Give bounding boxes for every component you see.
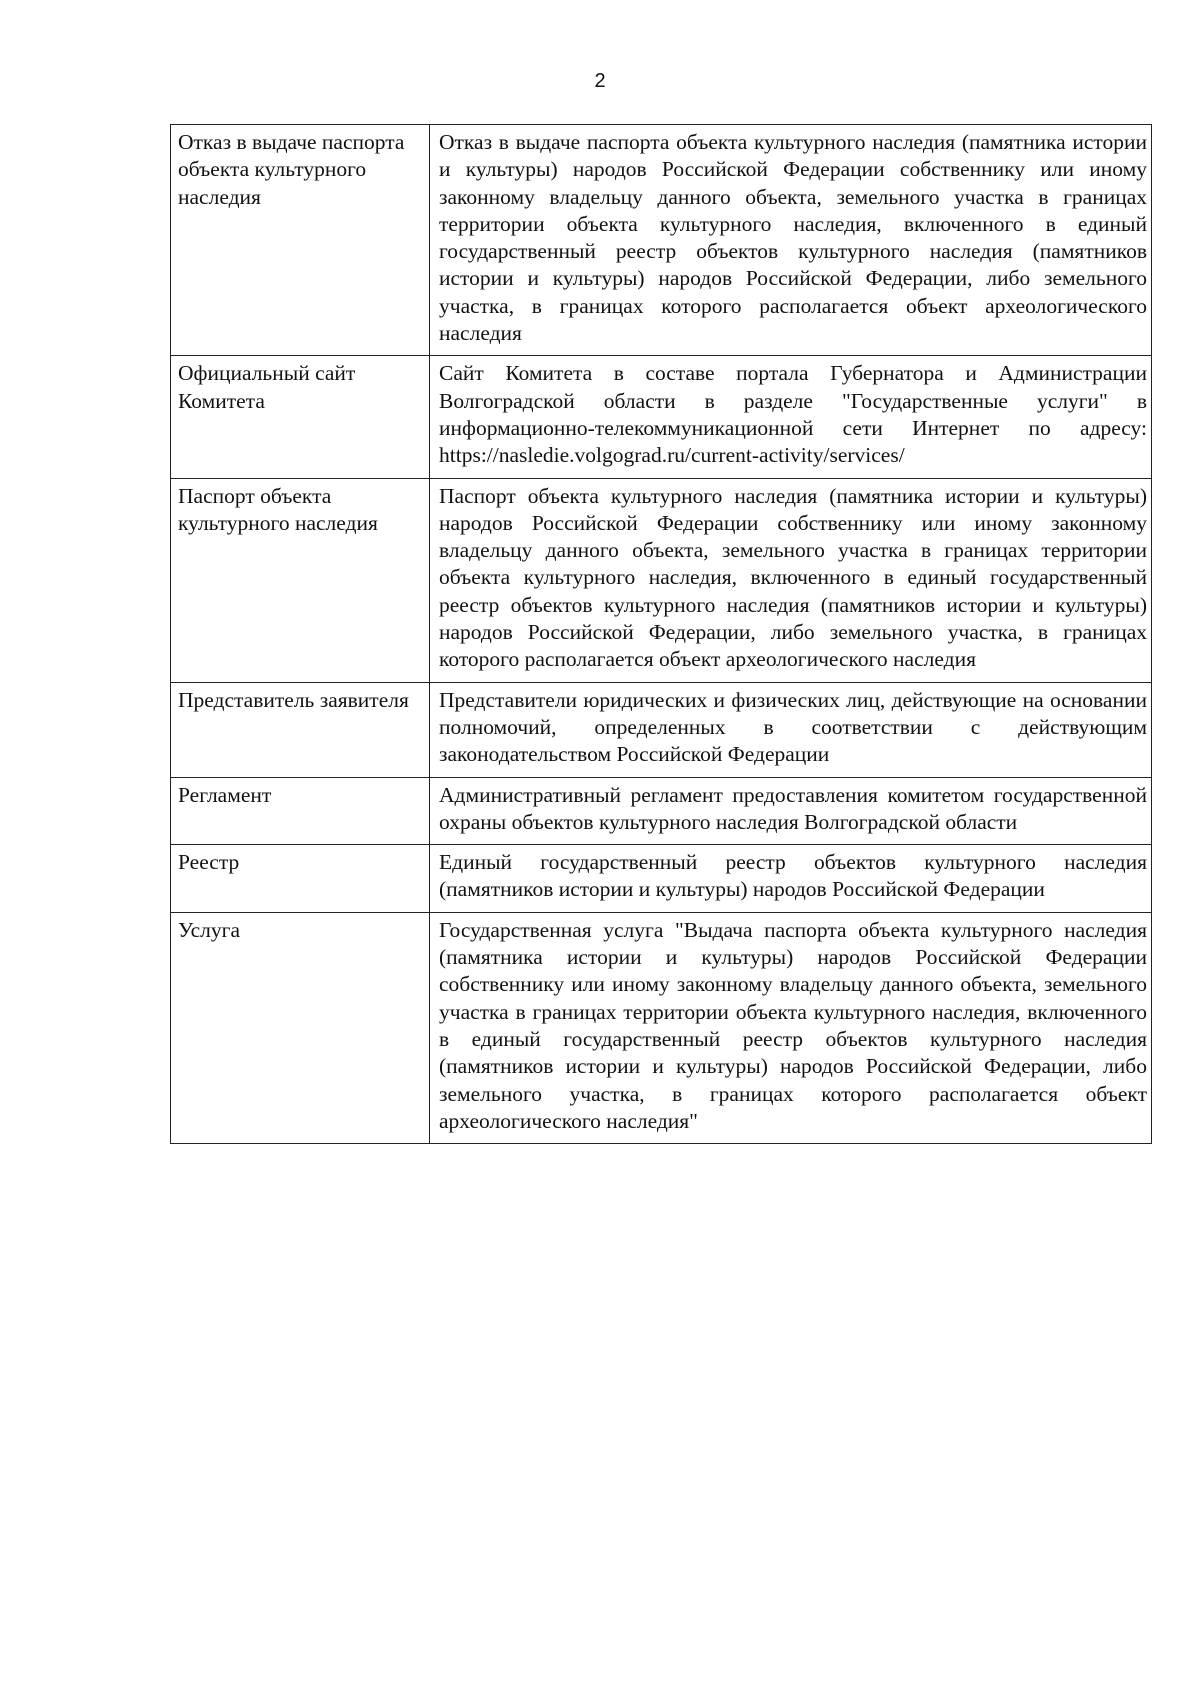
table-row <box>171 912 1152 1143</box>
term-cell: Регламент <box>171 777 430 845</box>
table-row <box>171 682 1152 777</box>
definition-cell: Паспорт объекта культурного наследия (памятника истории и культуры) народов Российской Федерации собственнику или иному законному владельцу данного объекта, земельного участка в границах территории объекта культурного наследия, включенного в единый государственный реестр объектов культурного наследия (памятников истории и культуры) народов Российской Федерации, либо земельного участка, в границах которого располагается объект археологического наследия <box>430 478 1152 682</box>
term-cell: Паспорт объекта культурного наследия <box>171 478 430 682</box>
term-cell: Отказ в выдаче паспорта объекта культурного наследия <box>171 125 430 356</box>
table-row <box>171 125 1152 356</box>
definitions-table <box>170 124 1152 1144</box>
definition-cell: Государственная услуга "Выдача паспорта объекта культурного наследия (памятника истории и культуры) народов Российской Федерации собственнику или иному законному владельцу данного объекта, земельного участка в границах территории объекта культурного наследия, включенного в единый государственный реестр объектов культурного наследия (памятников истории и культуры) народов Российской Федерации, либо земельного участка, в границах которого располагается объект археологического наследия" <box>430 912 1152 1143</box>
term-cell: Услуга <box>171 912 430 1143</box>
definition-cell: Сайт Комитета в составе портала Губернатора и Администрации Волгоградской области в разделе "Государственные услуги" в информационно-телекоммуникационной сети Интернет по адресу: https://nasledie.volgograd.ru/current-activity/services/ <box>430 356 1152 478</box>
page-number: 2 <box>594 70 606 92</box>
table-row <box>171 356 1152 478</box>
definition-cell: Представители юридических и физических лиц, действующие на основании полномочий, определенных в соответствии с действующим законодательством Российской Федерации <box>430 682 1152 777</box>
term-cell: Реестр <box>171 845 430 913</box>
definition-cell: Единый государственный реестр объектов культурного наследия (памятников истории и культуры) народов Российской Федерации <box>430 845 1152 913</box>
term-cell: Официальный сайт Комитета <box>171 356 430 478</box>
term-cell: Представитель заявителя <box>171 682 430 777</box>
table-row <box>171 845 1152 913</box>
definition-cell: Административный регламент предоставления комитетом государственной охраны объектов культурного наследия Волгоградской области <box>430 777 1152 845</box>
table-row <box>171 777 1152 845</box>
definition-cell: Отказ в выдаче паспорта объекта культурного наследия (памятника истории и культуры) народов Российской Федерации собственнику или иному законному владельцу данного объекта, земельного участка в границах территории объекта культурного наследия, включенного в единый государственный реестр объектов культурного наследия (памятников истории и культуры) народов Российской Федерации, либо земельного участка, в границах которого располагается объект археологического наследия <box>430 125 1152 356</box>
table-row <box>171 478 1152 682</box>
